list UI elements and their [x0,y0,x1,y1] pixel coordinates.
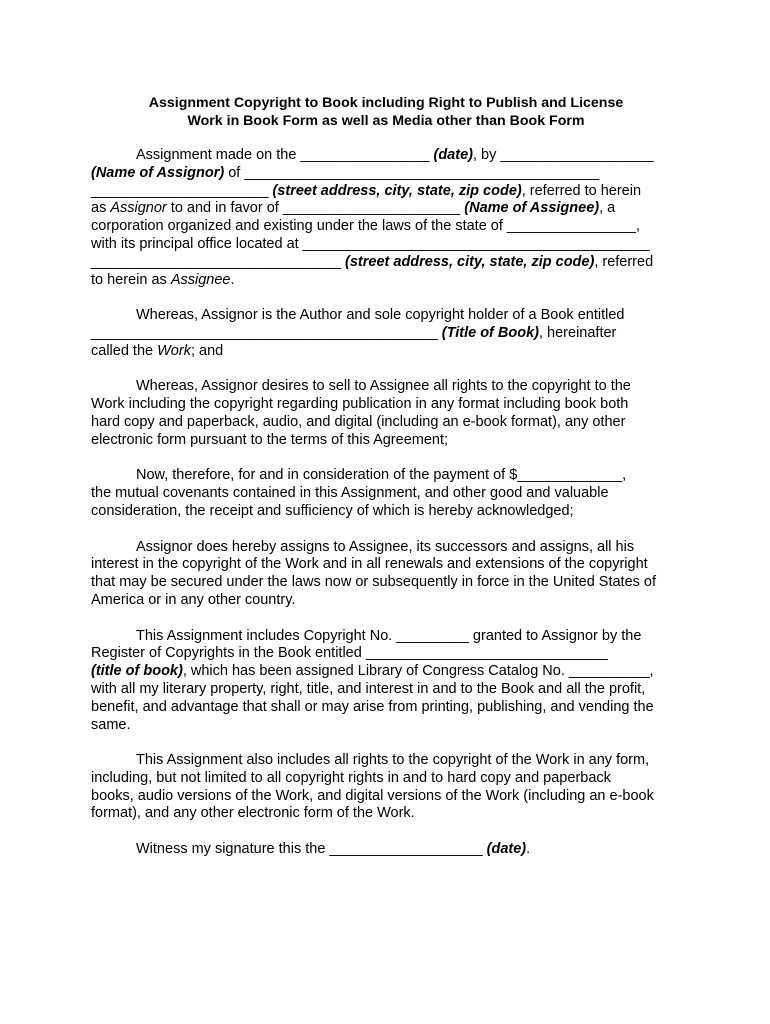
field-label: (Title of Book) [441,324,539,341]
text-run: to herein as [91,271,171,288]
text-line: hard copy and paperback, audio, and digital (including an e-book format), any other [91,413,626,430]
defined-term: Assignor [110,200,167,217]
paragraph-whereas-author [91,307,681,360]
document-title [91,94,681,130]
text-line: Whereas, Assignor is the Author and sole copyright holder of a Book entitled [136,307,625,324]
paragraph-all-forms [91,752,681,823]
paragraph-witness [91,841,681,859]
text-line: Now, therefore, for and in consideration of the payment of $_____________, [136,467,627,484]
text-line: format), and any other electronic form of the Work. [91,805,415,822]
text-line: consideration, the receipt and sufficiency of which is hereby acknowledged; [91,502,574,519]
text-line: same. [91,716,131,733]
text-line [91,841,681,859]
field-label: (title of book) [91,663,183,680]
field-label: (Name of Assignor) [91,164,225,181]
field-label: (street address, city, state, zip code) [272,182,522,199]
text-line: with its principal office located at ___________________________________________ [91,235,650,252]
paragraph-parties [91,147,681,289]
text-line: with all my literary property, right, title, and interest in and to the Book and all the profit, [91,680,646,697]
field-label: (date) [486,841,527,858]
text-run: , referred to herein [521,182,642,199]
text-run: . [230,271,235,288]
paragraph-assignment [91,539,681,610]
text-run: ______________________ [91,182,273,199]
text-run: , referred [594,253,654,270]
text-line [91,343,681,361]
text-line: Work including the copyright regarding publication in any format including book both [91,396,629,413]
text-line: Whereas, Assignor desires to sell to Assignee all rights to the copyright to the [136,378,631,395]
text-line [91,325,681,343]
defined-term: Assignee [170,271,231,288]
text-line [91,200,681,218]
text-run: _______________________________ [91,253,346,270]
field-label: (Name of Assignee) [464,200,600,217]
text-line [91,147,681,165]
paragraph-copyright-number [91,628,681,735]
text-run: , a [599,200,616,217]
text-run: Assignment made on the ________________ [136,147,434,163]
field-label: (date) [433,147,473,163]
text-line [91,165,681,183]
field-label: (street address, city, state, zip code) [345,253,595,270]
text-line [91,183,681,201]
text-run: . [526,841,531,858]
text-run: , by ___________________ [472,147,654,163]
text-line [91,663,681,681]
document-page [91,94,681,877]
text-line: electronic form pursuant to the terms of this Agreement; [91,431,449,448]
text-line: the mutual covenants contained in this Assignment, and other good and valuable [91,485,609,502]
text-run: ___________________________________________ [91,324,442,341]
text-line: This Assignment includes Copyright No. _________ granted to Assignor by the [136,627,642,644]
text-line: including, but not limited to all copyright rights in and to hard copy and paperback [91,769,611,786]
text-line: Assignor does hereby assigns to Assignee, its successors and assigns, all his [136,538,635,555]
title-line-2: Work in Book Form as well as Media other than Book Form [187,113,585,129]
text-line: This Assignment also includes all rights to the copyright of the Work in any form, [136,752,650,769]
text-line [91,254,681,272]
paragraph-consideration [91,467,681,520]
text-line: that may be secured under the laws now or subsequently in force in the United States of [91,574,657,591]
defined-term: Work [157,342,191,359]
paragraph-whereas-sell [91,378,681,449]
text-run: ; and [190,342,224,359]
text-line: America or in any other country. [91,591,296,608]
text-run: of ____________________________________________ [224,164,600,181]
text-line: interest in the copyright of the Work and in all renewals and extensions of the copyright [91,556,648,573]
text-line: Register of Copyrights in the Book entitled ______________________________ [91,645,608,662]
text-line: benefit, and advantage that shall or may arise from printing, publishing, and vending the [91,698,654,715]
text-run: to and in favor of ______________________ [166,200,465,217]
text-line [91,272,681,290]
text-run: called the [91,342,158,359]
text-run: , hereinafter [539,324,617,341]
title-line-1: Assignment Copyright to Book including Right to Publish and License [148,95,624,111]
text-run: Witness my signature this the ___________________ [136,841,487,858]
text-run: as [91,200,111,217]
text-line: corporation organized and existing under the laws of the state of ________________, [91,218,640,235]
text-run: , which has been assigned Library of Congress Catalog No. __________, [182,663,654,680]
text-line: books, audio versions of the Work, and digital versions of the Work (including an e-book [91,787,654,804]
